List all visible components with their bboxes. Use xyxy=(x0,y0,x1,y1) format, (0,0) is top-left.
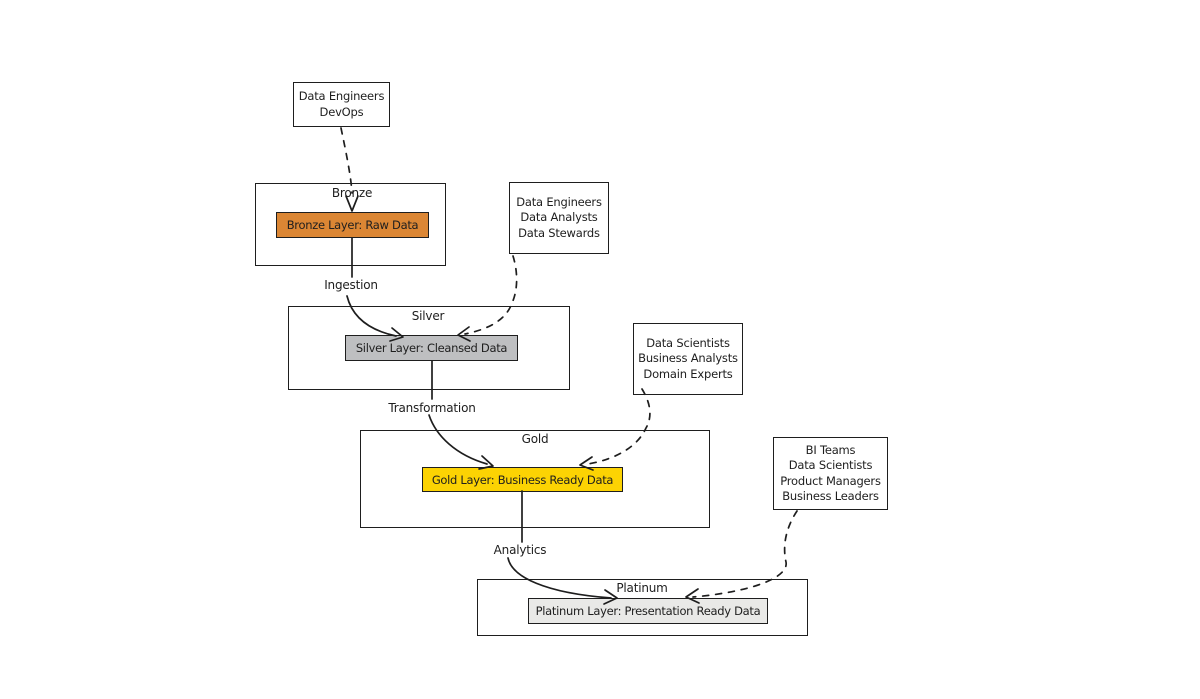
node-platinum-layer: Platinum Layer: Presentation Ready Data xyxy=(528,598,768,624)
persona-platinum-line: Product Managers xyxy=(780,473,881,488)
flow-label-transformation: Transformation xyxy=(388,401,476,415)
persona-silver-line: Data Stewards xyxy=(518,225,600,240)
node-bronze-layer: Bronze Layer: Raw Data xyxy=(276,212,429,238)
layer-label-platinum: Platinum xyxy=(616,581,668,595)
flow-label-ingestion: Ingestion xyxy=(324,278,378,292)
persona-box-platinum xyxy=(773,437,888,510)
persona-box-gold xyxy=(633,323,743,395)
node-silver-layer: Silver Layer: Cleansed Data xyxy=(345,335,518,361)
persona-platinum-line: Data Scientists xyxy=(788,458,873,472)
persona-gold-line: Domain Experts xyxy=(643,366,733,381)
persona-box-devops xyxy=(293,82,390,127)
layer-label-silver: Silver xyxy=(411,309,445,323)
persona-devops-line: DevOps xyxy=(319,104,364,119)
persona-platinum-line: BI Teams xyxy=(805,442,856,457)
persona-devops-line: Data Engineers xyxy=(298,89,385,103)
node-gold-layer: Gold Layer: Business Ready Data xyxy=(422,467,623,492)
persona-box-silver xyxy=(509,182,609,254)
persona-silver-line: Data Analysts xyxy=(520,210,598,225)
flow-label-analytics: Analytics xyxy=(493,543,547,557)
persona-platinum-line: Business Leaders xyxy=(782,489,879,503)
persona-gold-line: Data Scientists xyxy=(646,335,730,350)
layer-label-bronze: Bronze xyxy=(331,186,373,200)
layer-label-gold: Gold xyxy=(521,432,549,446)
persona-gold-line: Business Analysts xyxy=(638,351,738,366)
persona-silver-line: Data Engineers xyxy=(516,194,602,209)
